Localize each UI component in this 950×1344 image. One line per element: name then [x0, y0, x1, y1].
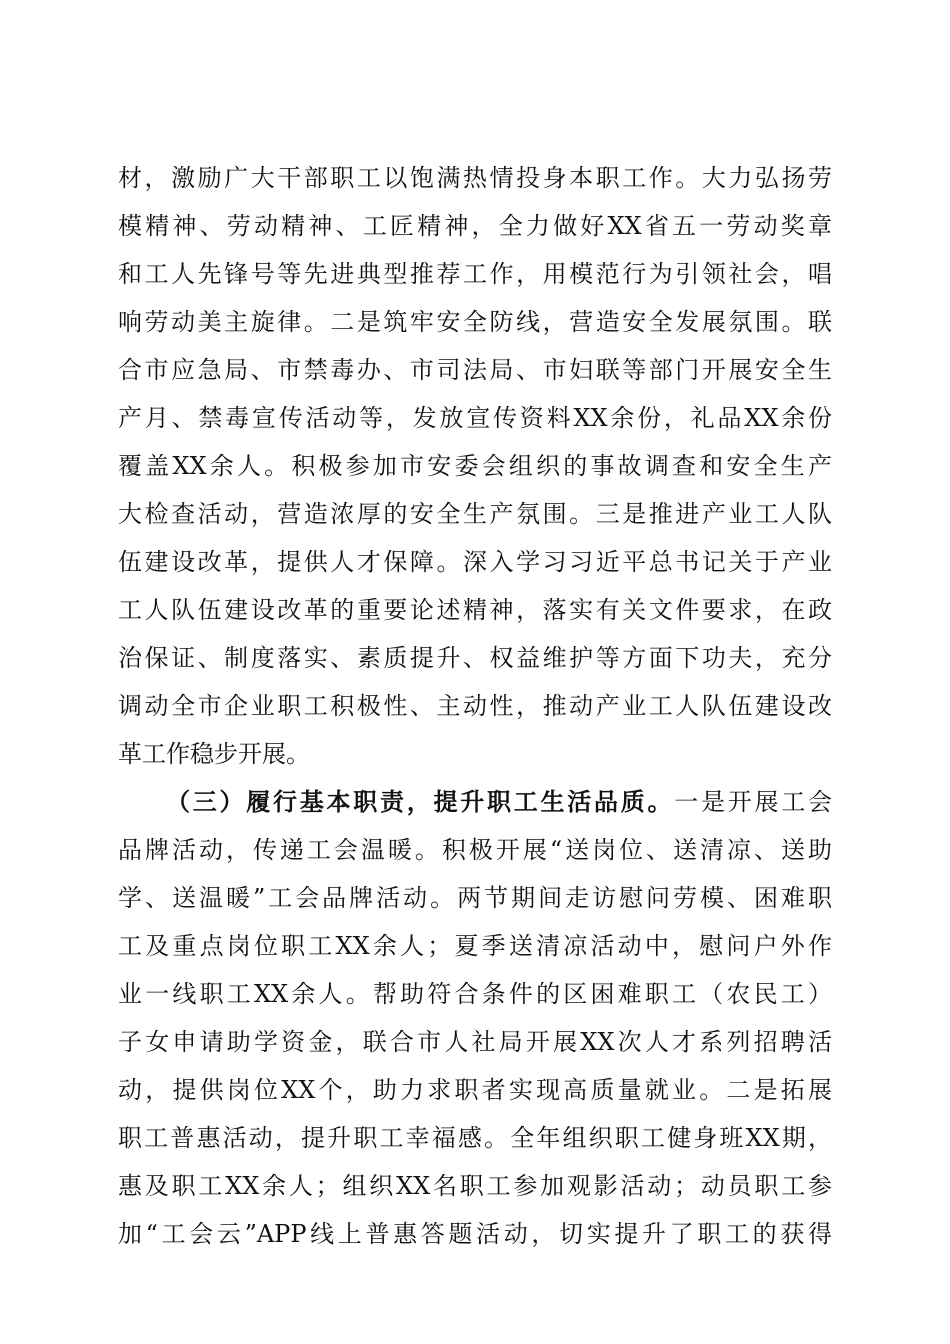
- section-3-heading: （三）履行基本职责，提升职工生活品质。: [166, 787, 675, 816]
- body-line: 工及重点岗位职工XX余人；夏季送清凉活动中，慰问户外作: [118, 932, 832, 960]
- body-line: 治保证、制度落实、素质提升、权益维护等方面下功夫，充分: [118, 644, 832, 672]
- body-line: 动，提供岗位XX个，助力求职者实现高质量就业。二是拓展: [118, 1076, 832, 1104]
- body-line: 职工普惠活动，提升职工幸福感。全年组织职工健身班XX期，: [118, 1124, 832, 1152]
- body-line: 大检查活动，营造浓厚的安全生产氛围。三是推进产业工人队: [118, 500, 832, 528]
- body-line: 学、送温暖”工会品牌活动。两节期间走访慰问劳模、困难职: [118, 884, 832, 912]
- body-line: 惠及职工XX余人；组织XX名职工参加观影活动；动员职工参: [118, 1172, 832, 1200]
- document-body: [118, 154, 832, 1258]
- body-line: 品牌活动，传递工会温暖。积极开展“送岗位、送清凉、送助: [118, 836, 832, 864]
- body-line: 调动全市企业职工积极性、主动性，推动产业工人队伍建设改: [118, 692, 832, 720]
- body-line: 业一线职工XX余人。帮助符合条件的区困难职工（农民工）: [118, 980, 832, 1008]
- body-line: 材，激励广大干部职工以饱满热情投身本职工作。大力弘扬劳: [118, 164, 832, 192]
- body-line: 和工人先锋号等先进典型推荐工作，用模范行为引领社会，唱: [118, 260, 832, 288]
- body-line: 加“工会云”APP线上普惠答题活动，切实提升了职工的获得: [118, 1220, 832, 1248]
- body-line: 模精神、劳动精神、工匠精神，全力做好XX省五一劳动奖章: [118, 212, 832, 240]
- body-line: 响劳动美主旋律。二是筑牢安全防线，营造安全发展氛围。联: [118, 308, 832, 336]
- body-line: 覆盖XX余人。积极参加市安委会组织的事故调查和安全生产: [118, 452, 832, 480]
- body-line: 合市应急局、市禁毒办、市司法局、市妇联等部门开展安全生: [118, 356, 832, 384]
- body-line: 产月、禁毒宣传活动等，发放宣传资料XX余份，礼品XX余份: [118, 404, 832, 432]
- body-line: 子女申请助学资金，联合市人社局开展XX次人才系列招聘活: [118, 1028, 832, 1056]
- body-line: 伍建设改革，提供人才保障。深入学习习近平总书记关于产业: [118, 548, 832, 576]
- section-3-first-line: [118, 778, 832, 826]
- section-3-first-rest: 一是开展工会: [674, 788, 832, 816]
- body-line: 革工作稳步开展。: [118, 740, 310, 768]
- body-line: 工人队伍建设改革的重要论述精神，落实有关文件要求，在政: [118, 596, 832, 624]
